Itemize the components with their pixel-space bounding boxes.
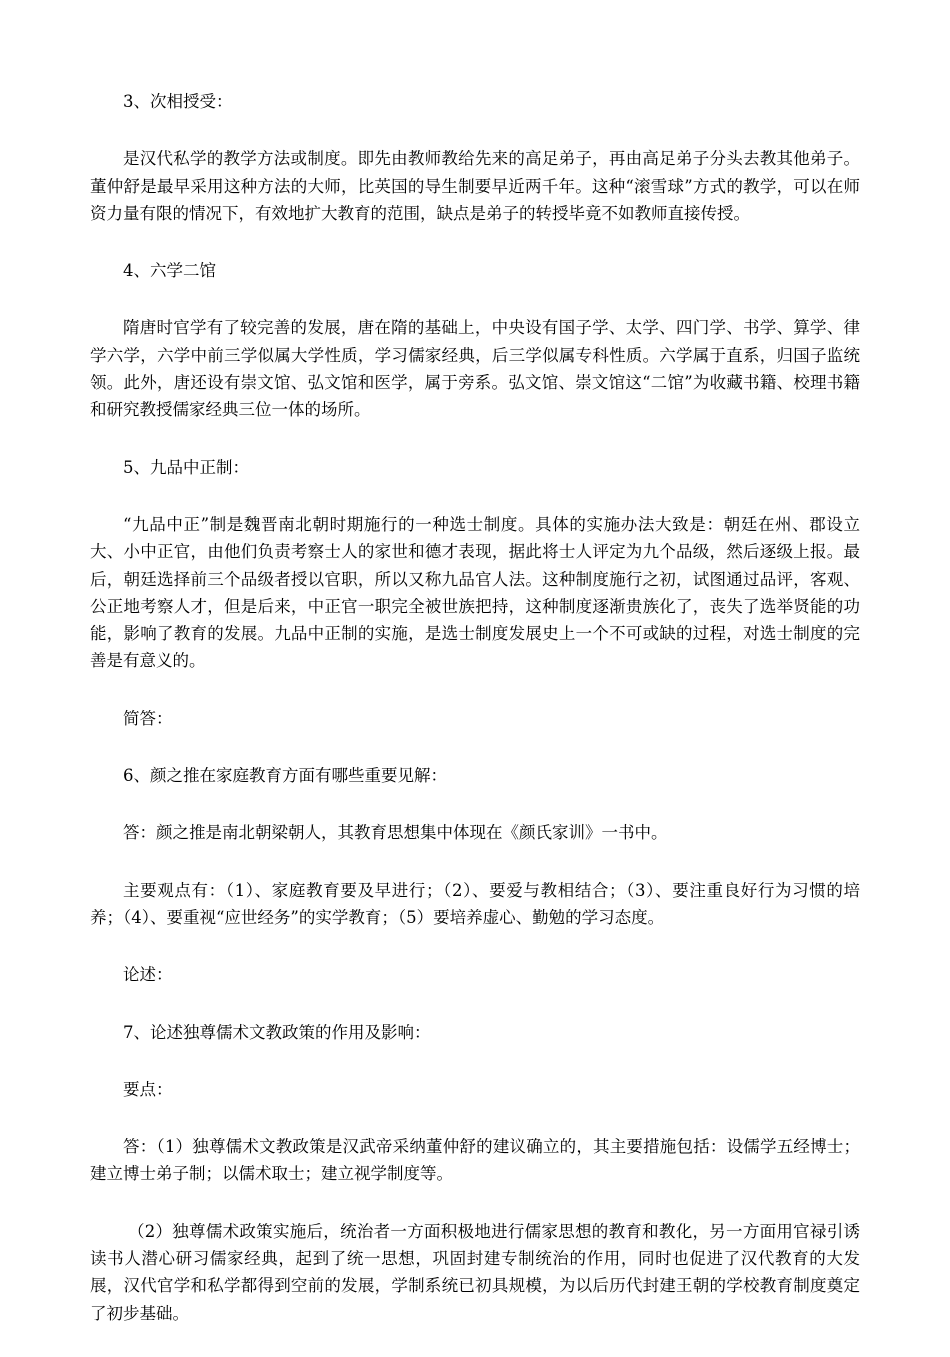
heading-6: 6、颜之推在家庭教育方面有哪些重要见解： bbox=[123, 766, 447, 786]
paragraph-7-answer-2: （2）独尊儒术政策实施后，统治者一方面积极地进行儒家思想的教育和教化，另一方面用官禄引诱读书人潜心研习儒家经典，起到了统一思想，巩固封建专制统治的作用，同时也促进了汉代教育的大发展，汉代官学和私学都得到空前的发展，学制系统已初具规模，为以后历代封建王朝的学校教育制度奠定了初步基础。 bbox=[90, 1221, 860, 1323]
paragraph-7-answer-1: 答：（1）独尊儒术文教政策是汉武帝采纳董仲舒的建议确立的，其主要措施包括：设儒学五经博士；建立博士弟子制；以儒术取士；建立视学制度等。 bbox=[90, 1137, 860, 1184]
paragraph-4: 隋唐时官学有了较完善的发展，唐在隋的基础上，中央设有国子学、太学、四门学、书学、算学、律学六学，六学中前三学似属大学性质，学习儒家经典，后三学似属专科性质。六学属于直系，归国子监统领。此外，唐还设有崇文馆、弘文馆和医学，属于旁系。弘文馆、崇文馆这“二馆”为收藏书籍、校理书籍和研究教授儒家经典三位一体的场所。 bbox=[90, 318, 860, 420]
heading-3: 3、次相授受： bbox=[123, 92, 233, 111]
key-points-label: 要点： bbox=[123, 1079, 173, 1099]
paragraph-6-points: 主要观点有：（1）、家庭教育要及早进行；（2）、要爱与教相结合；（3）、要注重良好行为习惯的培养；（4）、要重视“应世经务”的实学教育；（5）要培养虚心、勤勉的学习态度。 bbox=[90, 880, 860, 927]
section-essay: 论述： bbox=[123, 965, 173, 985]
document-page bbox=[90, 88, 860, 1357]
heading-5: 5、九品中正制： bbox=[123, 457, 249, 477]
paragraph-3: 是汉代私学的教学方法或制度。即先由教师教给先来的高足弟子，再由高足弟子分头去教其他弟子。董仲舒是最早采用这种方法的大师，比英国的导生制要早近两千年。这种“滚雪球”方式的教学，可以在师资力量有限的情况下，有效地扩大教育的范围，缺点是弟子的转授毕竟不如教师直接传授。 bbox=[90, 149, 860, 223]
heading-4: 4、六学二馆 bbox=[123, 261, 216, 281]
paragraph-5: “九品中正”制是魏晋南北朝时期施行的一种选士制度。具体的实施办法大致是：朝廷在州、郡设立大、小中正官，由他们负责考察士人的家世和德才表现，据此将士人评定为九个品级，然后逐级上报。最后，朝廷选择前三个品级者授以官职，所以又称九品官人法。这种制度施行之初，试图通过品评，客观、公正地考察人才，但是后来，中正官一职完全被世族把持，这种制度逐渐贵族化了，丧失了选举贤能的功能，影响了教育的发展。九品中正制的实施，是选士制度发展史上一个不可或缺的过程，对选士制度的完善是有意义的。 bbox=[90, 514, 860, 671]
paragraph-6-answer: 答：颜之推是南北朝梁朝人，其教育思想集中体现在《颜氏家训》一书中。 bbox=[123, 823, 668, 843]
section-short-answer: 简答： bbox=[123, 708, 173, 728]
heading-7: 7、论述独尊儒术文教政策的作用及影响： bbox=[123, 1022, 431, 1042]
